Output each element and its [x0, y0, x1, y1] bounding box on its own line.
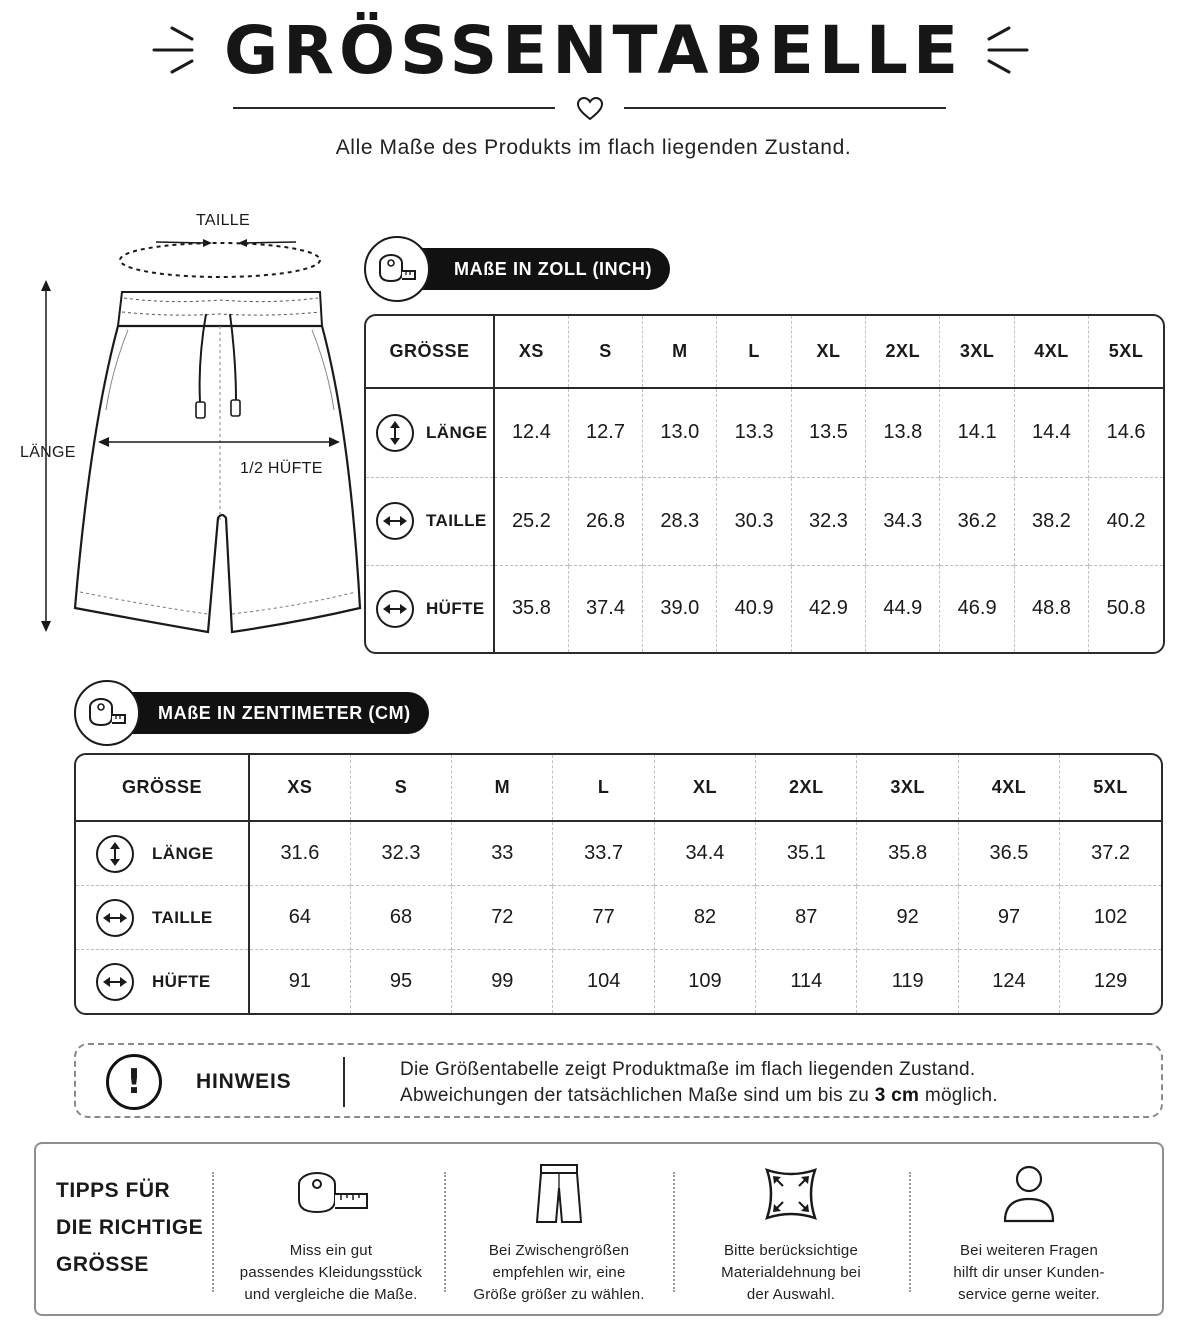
size-header: 2XL [756, 755, 857, 821]
row-header-length [76, 821, 249, 886]
table-cell: 12.4 [511, 421, 551, 444]
row-label: LÄNGE [426, 422, 488, 442]
notice-title: HINWEIS [196, 1070, 292, 1093]
vertical-arrow-icon [376, 414, 414, 452]
row-label: HÜFTE [152, 971, 211, 991]
row-header-waist [366, 477, 494, 565]
size-column-header: GRÖSSE [366, 316, 494, 388]
table-row [76, 950, 1161, 1013]
table-cell: 114 [756, 950, 857, 1013]
shorts-measurement-diagram [0, 180, 370, 660]
horizontal-arrow-icon [376, 590, 414, 628]
table-cell: 38.2 [1014, 477, 1088, 565]
table-cell: 13.5 [791, 388, 865, 477]
page-title: GRÖSSENTABELLE [223, 12, 964, 89]
table-cell: 95 [350, 950, 451, 1013]
size-header: 2XL [866, 316, 940, 388]
tip-item [914, 1160, 1144, 1306]
notice-line-2-end: möglich. [919, 1085, 998, 1106]
table-cell: 39.0 [643, 565, 717, 652]
inch-section-title: MAßE IN ZOLL (INCH) [410, 248, 670, 290]
table-cell: 33.7 [553, 821, 654, 886]
shorts-illustration-icon [0, 180, 370, 660]
size-header: XS [249, 755, 350, 821]
table-cell: 129 [1060, 950, 1161, 1013]
table-cell: 13.3 [717, 388, 791, 477]
table-cell: 25.2 [494, 477, 568, 565]
size-header: 5XL [1089, 316, 1163, 388]
size-header: 3XL [940, 316, 1014, 388]
waist-label: TAILLE [196, 212, 250, 229]
row-label: LÄNGE [152, 843, 214, 863]
heart-icon [576, 96, 604, 122]
cm-size-table [74, 753, 1163, 1015]
tip-line: hilft dir unser Kunden- [953, 1264, 1105, 1281]
table-cell: 14.1 [940, 388, 1014, 477]
tips-title-line: GRÖSSE [56, 1253, 149, 1276]
table-cell: 50.8 [1089, 565, 1163, 652]
header-divider-left [233, 107, 555, 109]
table-cell: 91 [249, 950, 350, 1013]
size-header: S [568, 316, 642, 388]
table-cell: 30.3 [717, 477, 791, 565]
row-header-length [366, 388, 494, 477]
table-cell: 97 [958, 886, 1059, 950]
tip-line: Bei weiteren Fragen [959, 1242, 1099, 1259]
table-cell: 14.6 [1089, 388, 1163, 477]
table-cell: 40.9 [717, 565, 791, 652]
table-cell: 36.5 [958, 821, 1059, 886]
measuring-tape-icon [216, 1160, 446, 1228]
table-cell: 35.8 [494, 565, 568, 652]
notice-line-1: Die Größentabelle zeigt Produktmaße im flach liegenden Zustand. [400, 1059, 976, 1080]
table-cell: 92 [857, 886, 958, 950]
measuring-tape-icon [364, 236, 430, 302]
tips-title-line: DIE RICHTIGE [56, 1216, 204, 1239]
table-cell: 68 [350, 886, 451, 950]
tip-line: empfehlen wir, eine [492, 1264, 626, 1281]
table-cell: 102 [1060, 886, 1161, 950]
tip-item [676, 1160, 906, 1306]
horizontal-arrow-icon [96, 899, 134, 937]
table-cell: 36.2 [940, 477, 1014, 565]
tip-item [444, 1160, 674, 1306]
length-label: LÄNGE [20, 444, 76, 461]
tip-text [676, 1240, 906, 1306]
table-cell: 13.8 [866, 388, 940, 477]
table-cell: 33 [452, 821, 553, 886]
notice-line-2 [400, 1083, 998, 1109]
vertical-arrow-icon [96, 835, 134, 873]
table-cell: 35.1 [756, 821, 857, 886]
table-cell: 64 [249, 886, 350, 950]
size-header: L [717, 316, 791, 388]
table-cell: 13.0 [643, 388, 717, 477]
table-cell: 26.8 [568, 477, 642, 565]
cm-section-title: MAßE IN ZENTIMETER (CM) [114, 692, 429, 734]
row-header-waist [76, 886, 249, 950]
tips-title [56, 1172, 203, 1283]
table-row [366, 477, 1163, 565]
tip-divider [212, 1172, 214, 1292]
table-row [366, 565, 1163, 652]
size-header: 4XL [1014, 316, 1088, 388]
size-header: M [643, 316, 717, 388]
measuring-tape-icon [74, 680, 140, 746]
notice-text [400, 1057, 998, 1109]
table-cell: 82 [654, 886, 755, 950]
table-cell: 32.3 [791, 477, 865, 565]
notice-tolerance-value: 3 cm [874, 1085, 920, 1106]
cm-section-heading [74, 680, 434, 750]
horizontal-arrow-icon [96, 963, 134, 1001]
table-cell: 72 [452, 886, 553, 950]
shorts-icon [444, 1160, 674, 1228]
table-cell: 87 [756, 886, 857, 950]
row-label: HÜFTE [426, 598, 485, 618]
tip-line: Miss ein gut [289, 1242, 373, 1259]
size-header: L [553, 755, 654, 821]
tip-line: passendes Kleidungsstück [239, 1264, 423, 1281]
notice-box [74, 1043, 1163, 1118]
table-cell: 99 [452, 950, 553, 1013]
table-cell: 37.2 [1060, 821, 1161, 886]
row-label: TAILLE [152, 907, 213, 927]
stretch-fabric-icon [676, 1160, 906, 1228]
tips-box [34, 1142, 1164, 1316]
tip-line: service gerne weiter. [958, 1286, 1100, 1303]
tip-text [216, 1240, 446, 1306]
size-header: XL [654, 755, 755, 821]
table-cell: 12.7 [568, 388, 642, 477]
table-cell: 31.6 [280, 842, 320, 865]
table-cell: 42.9 [791, 565, 865, 652]
table-cell: 28.3 [643, 477, 717, 565]
tip-line: Materialdehnung bei [721, 1264, 861, 1281]
notice-divider [343, 1057, 345, 1107]
table-cell: 32.3 [350, 821, 451, 886]
table-cell: 34.4 [654, 821, 755, 886]
table-cell: 77 [553, 886, 654, 950]
size-header: XL [791, 316, 865, 388]
tip-line: Bei Zwischengrößen [488, 1242, 630, 1259]
tip-line: der Auswahl. [746, 1286, 836, 1303]
size-header: 5XL [1060, 755, 1161, 821]
table-cell: 119 [857, 950, 958, 1013]
inch-section-heading [364, 236, 684, 306]
tip-text [444, 1240, 674, 1306]
burst-lines-right-icon [985, 22, 1031, 78]
row-label: TAILLE [426, 511, 487, 531]
size-header: S [350, 755, 451, 821]
exclamation-icon: ! [106, 1054, 162, 1110]
size-header: XS [494, 316, 568, 388]
table-cell: 40.2 [1089, 477, 1163, 565]
size-column-header: GRÖSSE [76, 755, 249, 821]
table-cell: 109 [654, 950, 755, 1013]
table-cell: 34.3 [866, 477, 940, 565]
tips-title-line: TIPPS FÜR [56, 1179, 171, 1202]
table-cell: 48.8 [1014, 565, 1088, 652]
table-cell: 124 [958, 950, 1059, 1013]
table-cell: 44.9 [866, 565, 940, 652]
header-divider-right [624, 107, 946, 109]
tip-item [216, 1160, 446, 1306]
page-subtitle: Alle Maße des Produkts im flach liegenden Zustand. [335, 136, 852, 159]
table-row [366, 388, 1163, 477]
inch-size-table [364, 314, 1165, 654]
size-header: M [452, 755, 553, 821]
half-hip-label: 1/2 HÜFTE [240, 460, 323, 477]
size-header: 4XL [958, 755, 1059, 821]
tip-divider [909, 1172, 911, 1292]
table-cell: 37.4 [568, 565, 642, 652]
tip-divider [673, 1172, 675, 1292]
table-cell: 35.8 [857, 821, 958, 886]
horizontal-arrow-icon [376, 502, 414, 540]
tip-text [914, 1240, 1144, 1306]
customer-service-person-icon [914, 1160, 1144, 1228]
table-cell: 14.4 [1014, 388, 1088, 477]
table-cell: 46.9 [940, 565, 1014, 652]
tip-line: und vergleiche die Maße. [244, 1286, 418, 1303]
tip-line: Bitte berücksichtige [723, 1242, 859, 1259]
table-cell: 104 [553, 950, 654, 1013]
size-header: 3XL [857, 755, 958, 821]
row-header-hip [366, 565, 494, 652]
row-header-hip [76, 950, 249, 1013]
notice-line-2-start: Abweichungen der tatsächlichen Maße sind um bis zu [400, 1085, 875, 1106]
table-row [76, 821, 1161, 886]
table-row [76, 886, 1161, 950]
tip-line: Größe größer zu wählen. [473, 1286, 645, 1303]
